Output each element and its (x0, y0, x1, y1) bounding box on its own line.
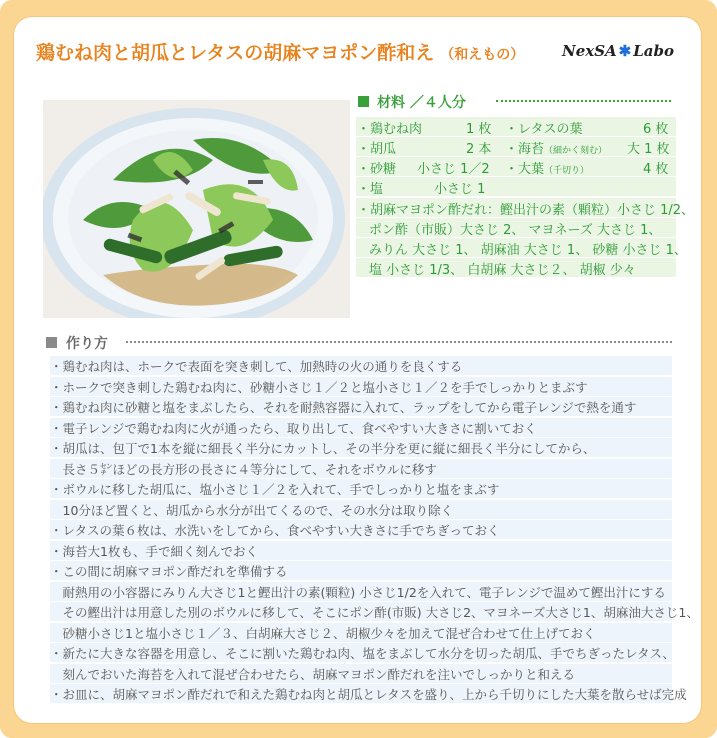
method-step: 10分ほど置くと、胡瓜から水分が出てくるので、その水分は取り除く (50, 503, 454, 518)
square-bullet-icon (46, 337, 57, 348)
title-text: 鶏むね肉と胡瓜とレタスの胡麻マヨポン酢和え (36, 42, 435, 64)
method-step: ・ホークで突き刺した鶏むね肉に、砂糖小さじ１／２と塩小さじ１／２を手でしっかりとまぶす (50, 380, 588, 395)
method-step: 長さ５㌢ほどの長方形の長さに４等分にして、それをボウルに移す (50, 462, 437, 477)
materials-dotted-rule (496, 100, 671, 102)
method-step: その鰹出汁は用意した別のボウルに移して、そこにポン酢(市販) 大さじ2、マヨネーズ大さじ1、胡麻油大さじ1、 (50, 605, 699, 620)
square-bullet-icon (358, 96, 369, 107)
materials-row-bg (356, 177, 676, 196)
materials-heading (358, 92, 466, 112)
ingredient-qty: 1 枚 (466, 122, 492, 137)
logo-left: NexSA (562, 42, 617, 60)
method-step: ・この間に胡麻マヨポン酢だれを準備する (50, 564, 288, 579)
ingredient-qty: 6 枚 (643, 122, 669, 137)
method-step: ・新たに大きな容器を用意し、そこに割いた鶏むね肉、塩をまぶして水分を切った胡瓜、手でちぎったレタス、 (50, 646, 675, 661)
method-dotted-rule (126, 341, 672, 343)
ingredient-qty: 4 枚 (643, 162, 669, 177)
method-heading (46, 333, 108, 353)
ingredient-qty: 小さじ 1／2 (417, 162, 490, 177)
method-step: ・鶏むね肉に砂糖と塩をまぶしたら、それを耐熱容器に入れて、ラップをしてから電子レンジで熱を通す (50, 400, 637, 415)
ingredient-note: （千切り） (544, 166, 590, 176)
sauce-line: ポン酢（市販）大さじ 2、 マヨネーズ 大さじ 1、 (369, 223, 662, 238)
ingredient-qty: 大 1 枚 (627, 142, 670, 157)
ingredient-note: （細かく刻む） (544, 146, 608, 156)
ingredient-name (505, 158, 589, 177)
dish-photo (43, 100, 350, 318)
materials-heading-text: 材料 ／４人分 (377, 95, 466, 111)
recipe-title (36, 38, 524, 65)
method-step: ・レタスの葉６枚は、水洗いをしてから、食べやすい大きさに手でちぎっておく (50, 523, 500, 538)
ingredient-name: ・鶏むね肉 (357, 122, 423, 137)
method-step: ・海苔大1枚も、手で細く刻んでおく (50, 544, 258, 559)
sauce-line: 塩 小さじ 1/3、 白胡麻 大さじ２、 胡椒 少々 (369, 263, 636, 278)
sauce-line: ・胡麻マヨポン酢だれ：鰹出汁の素（顆粒）小さじ 1/2、 (357, 203, 695, 218)
title-category: （和えもの） (440, 47, 525, 63)
method-step: ・鶏むね肉は、ホークで表面を突き刺して、加熱時の火の通りを良くする (50, 359, 463, 374)
method-step: ・お皿に、胡麻マヨポン酢だれで和えた鶏むね肉と胡瓜とレタスを盛り、上から千切りにした大葉を散らせば完成 (50, 687, 687, 702)
method-step: ・胡瓜は、包丁で1本を縦に細長く半分にカットし、その半分を更に縦に細長く半分にしてから、 (50, 441, 596, 456)
ingredient-name (505, 138, 607, 157)
method-step: 耐熱用の小容器にみりん大さじ1と鰹出汁の素(顆粒) 小さじ1/2を入れて、電子レンジで温めて鰹出汁にする (50, 585, 666, 600)
method-step: ・電子レンジで鶏むね肉に火が通ったら、取り出して、食べやすい大きさに割いておく (50, 421, 537, 436)
logo-right: Labo (633, 42, 675, 60)
ingredient-name-text: ・海苔 (505, 142, 545, 157)
method-step: ・ボウルに移した胡瓜に、塩小さじ１／２を入れて、手でしっかりと塩をまぶす (50, 482, 500, 497)
method-step: 砂糖小さじ1と塩小さじ１／３、白胡麻大さじ２、胡椒少々を加えて混ぜ合わせて仕上げておく (50, 626, 596, 641)
brand-logo (562, 42, 674, 60)
sauce-line: みりん 大さじ 1、 胡麻油 大さじ 1、 砂糖 小さじ 1、 (369, 243, 687, 258)
ingredient-name: ・砂糖 (357, 162, 397, 177)
star-icon: ✱ (618, 42, 632, 60)
method-heading-text: 作り方 (66, 336, 108, 352)
method-step: 刻んでおいた海苔を入れて混ぜ合わせたら、胡麻マヨポン酢だれを注いでしっかりと和える (50, 667, 576, 682)
ingredient-name: ・塩 (357, 182, 384, 197)
ingredient-qty: 小さじ 1 (434, 182, 486, 197)
ingredient-name: ・レタスの葉 (505, 122, 583, 137)
ingredient-name: ・胡瓜 (357, 142, 397, 157)
salad-illustration (43, 100, 350, 318)
ingredient-qty: 2 本 (466, 142, 492, 157)
ingredient-name-text: ・大葉 (505, 162, 545, 177)
